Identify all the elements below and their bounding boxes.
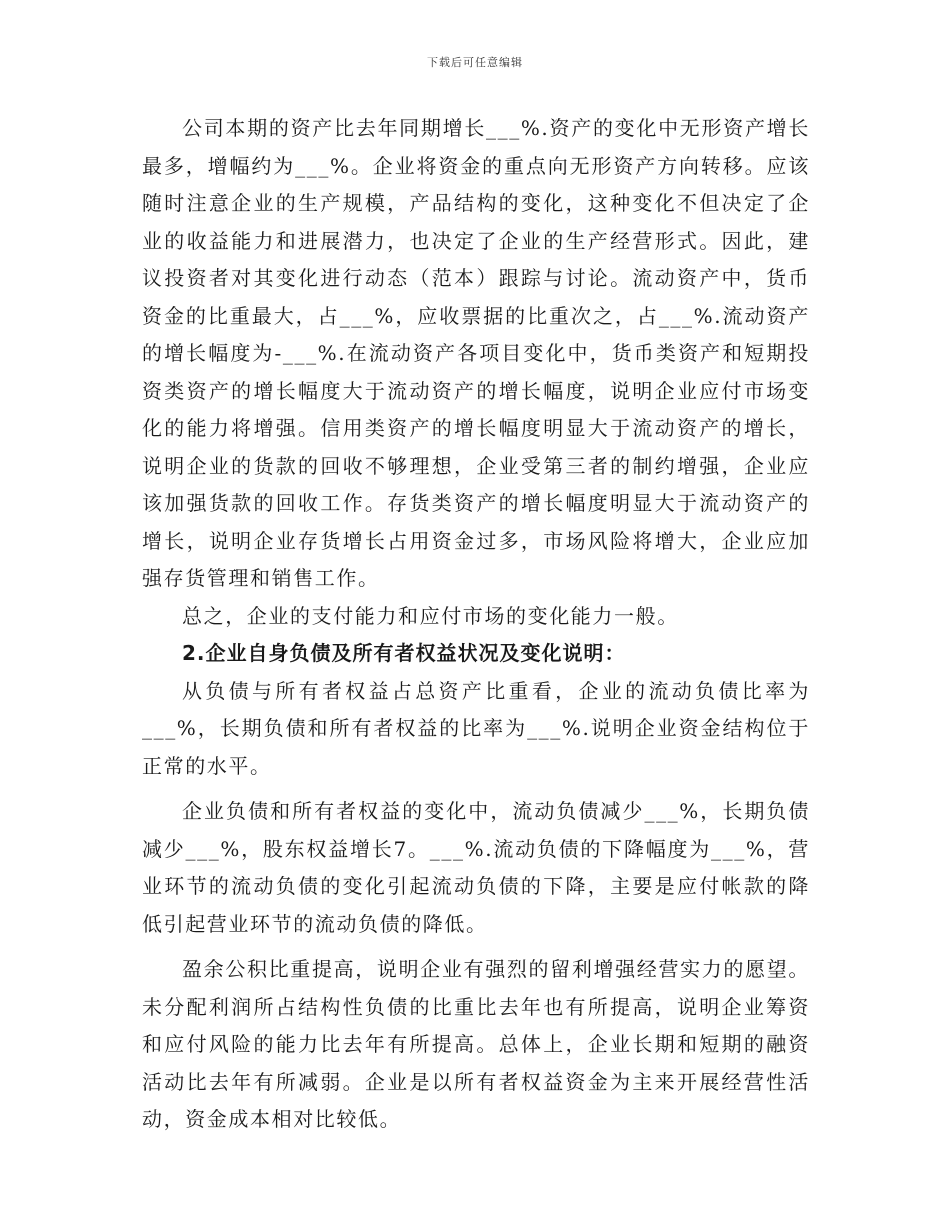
paragraph-asset-analysis: 公司本期的资产比去年同期增长___%.资产的变化中无形资产增长最多，增幅约为___%。企业将资金的重点向无形资产方向转移。应该随时注意企业的生产规模，产品结构的变化，这种变化不但决定了企业的收益能力和进展潜力，也决定了企业的生产经营形式。因此，建议投资者对其变化进行动态（范本）跟踪与讨论。流动资产中，货币资金的比重最大，占___%，应收票据的比重次之，占___%.流动资产的增长幅度为-___%.在流动资产各项目变化中，货币类资产和短期投资类资产的增长幅度大于流动资产的增长幅度，说明企业应付市场变化的能力将增强。信用类资产的增长幅度明显大于流动资产的增长，说明企业的货款的回收不够理想，企业受第三者的制约增强，企业应该加强货款的回收工作。存货类资产的增长幅度明显大于流动资产的增长，说明企业存货增长占用资金过多，市场风险将增大，企业应加强存货管理和销售工作。 (142, 116, 810, 590)
section-heading-liabilities: 2.企业自身负债及所有者权益状况及变化说明： (182, 641, 626, 665)
page-header: 下载后可任意编辑 (427, 56, 523, 69)
paragraph-summary: 总之，企业的支付能力和应付市场的变化能力一般。 (182, 603, 679, 628)
paragraph-liability-change: 企业负债和所有者权益的变化中，流动负债减少___%，长期负债减少___%，股东权益增长7。___%.流动负债的下降幅度为___%，营业环节的流动负债的变化引起流动负债的下降，主要是应付帐款的降低引起营业环节的流动负债的降低。 (142, 799, 810, 936)
paragraph-liability-ratio: 从负债与所有者权益占总资产比重看，企业的流动负债比率为___%，长期负债和所有者权益的比率为___%.说明企业资金结构位于正常的水平。 (142, 678, 810, 778)
document-body (142, 110, 810, 1139)
paragraph-surplus-reserve: 盈余公积比重提高，说明企业有强烈的留利增强经营实力的愿望。未分配利润所占结构性负债的比重比去年也有所提高，说明企业筹资和应付风险的能力比去年有所提高。总体上，企业长期和短期的融资活动比去年有所减弱。企业是以所有者权益资金为主来开展经营性活动，资金成本相对比较低。 (142, 957, 810, 1131)
